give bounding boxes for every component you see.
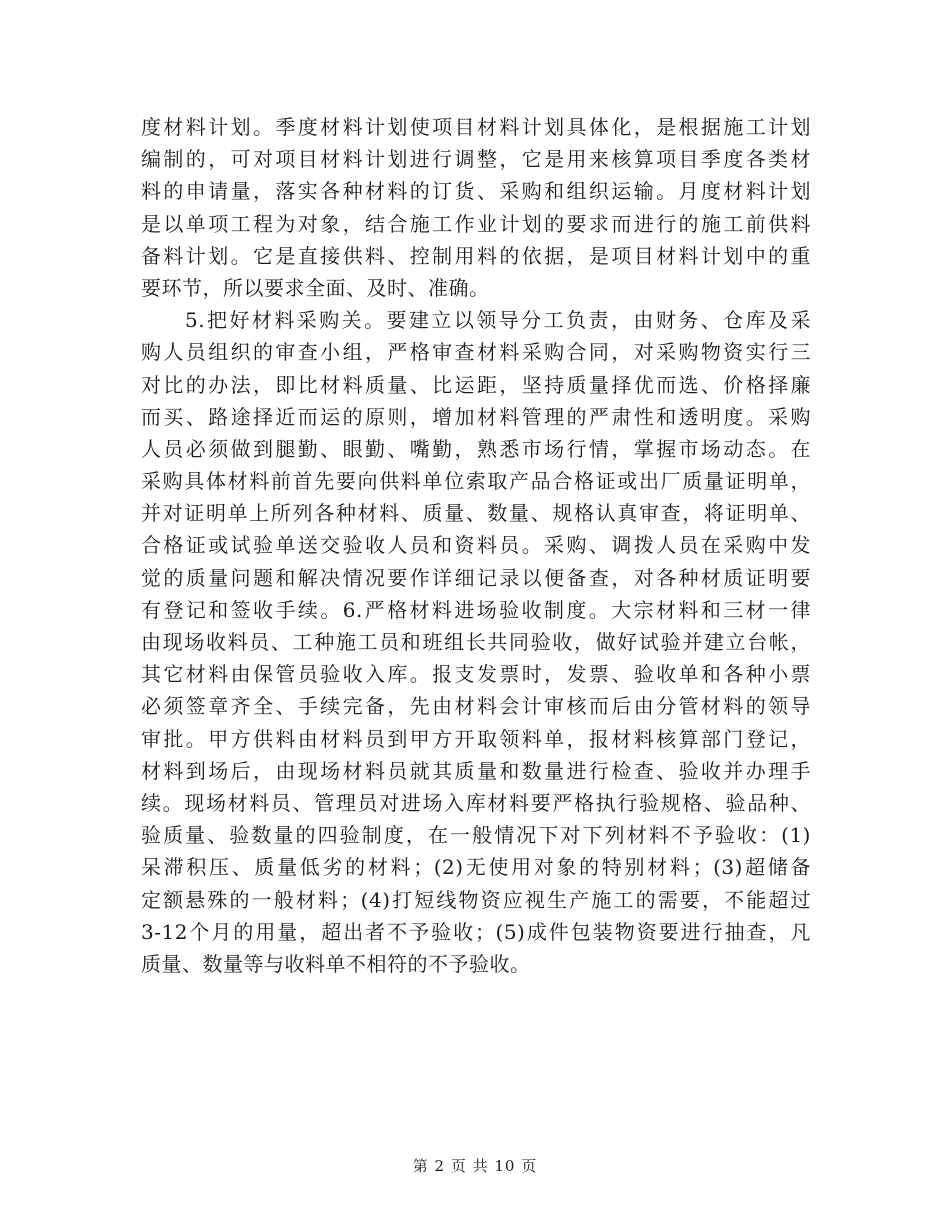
text-line: 度材料计划。季度材料计划使项目材料计划具体化，是根据施工计划 <box>141 115 811 139</box>
text-line: 续。现场材料员、管理员对进场入库材料要严格执行验规格、验品种、 <box>141 790 811 815</box>
text-line: 对比的办法，即比材料质量、比运距，坚持质量择优而选、价格择廉 <box>141 372 811 397</box>
text-line: 要环节，所以要求全面、及时、准确。 <box>141 275 490 300</box>
text-line: 有登记和签收手续。6.严格材料进场验收制度。大宗材料和三材一律 <box>141 597 811 622</box>
text-line: 合格证或试验单送交验收人员和资料员。采购、调拨人员在采购中发 <box>141 533 811 558</box>
text-line: 并对证明单上所列各种材料、质量、数量、规格认真审查，将证明单、 <box>141 501 811 526</box>
text-line: 其它材料由保管员验收入库。报支发票时，发票、验收单和各种小票 <box>141 662 811 687</box>
text-line: 验质量、验数量的四验制度，在一般情况下对下列材料不予验收：(1) <box>141 823 811 848</box>
text-line: 5.把好材料采购关。要建立以领导分工负责，由财务、仓库及采 <box>185 308 811 333</box>
text-line: 备料计划。它是直接供料、控制用料的依据，是项目材料计划中的重 <box>141 243 811 268</box>
text-line: 审批。甲方供料由材料员到甲方开取领料单，报材料核算部门登记， <box>141 726 811 751</box>
text-line: 购人员组织的审查小组，严格审查材料采购合同，对采购物资实行三 <box>141 340 811 365</box>
text-line: 人员必须做到腿勤、眼勤、嘴勤，熟悉市场行情，掌握市场动态。在 <box>141 436 811 461</box>
text-line: 质量、数量等与收料单不相符的不予验收。 <box>141 951 531 976</box>
text-line: 而买、路途择近而运的原则，增加材料管理的严肃性和透明度。采购 <box>141 404 811 429</box>
text-line: 觉的质量问题和解决情况要作详细记录以便备查，对各种材质证明要 <box>141 565 811 590</box>
text-line: 编制的，可对项目材料计划进行调整，它是用来核算项目季度各类材 <box>141 147 811 172</box>
text-line: 必须签章齐全、手续完备，先由材料会计审核而后由分管材料的领导 <box>141 694 811 719</box>
text-line: 采购具体材料前首先要向供料单位索取产品合格证或出厂质量证明单， <box>141 469 811 494</box>
page-number-footer: 第 2 页 共 10 页 <box>412 1157 538 1175</box>
body-text <box>141 111 811 980</box>
text-line: 呆滞积压、质量低劣的材料；(2)无使用对象的特别材料；(3)超储备 <box>141 855 811 880</box>
text-line: 由现场收料员、工种施工员和班组长共同验收，做好试验并建立台帐， <box>141 630 811 654</box>
text-line: 材料到场后，由现场材料员就其质量和数量进行检查、验收并办理手 <box>141 758 811 783</box>
text-line: 料的申请量，落实各种材料的订货、采购和组织运输。月度材料计划 <box>141 179 811 204</box>
text-line: 是以单项工程为对象，结合施工作业计划的要求而进行的施工前供料 <box>141 211 811 236</box>
text-line: 定额悬殊的一般材料；(4)打短线物资应视生产施工的需要，不能超过 <box>141 887 811 912</box>
text-line: 3-12个月的用量，超出者不予验收；(5)成件包装物资要进行抽查，凡 <box>141 919 811 944</box>
